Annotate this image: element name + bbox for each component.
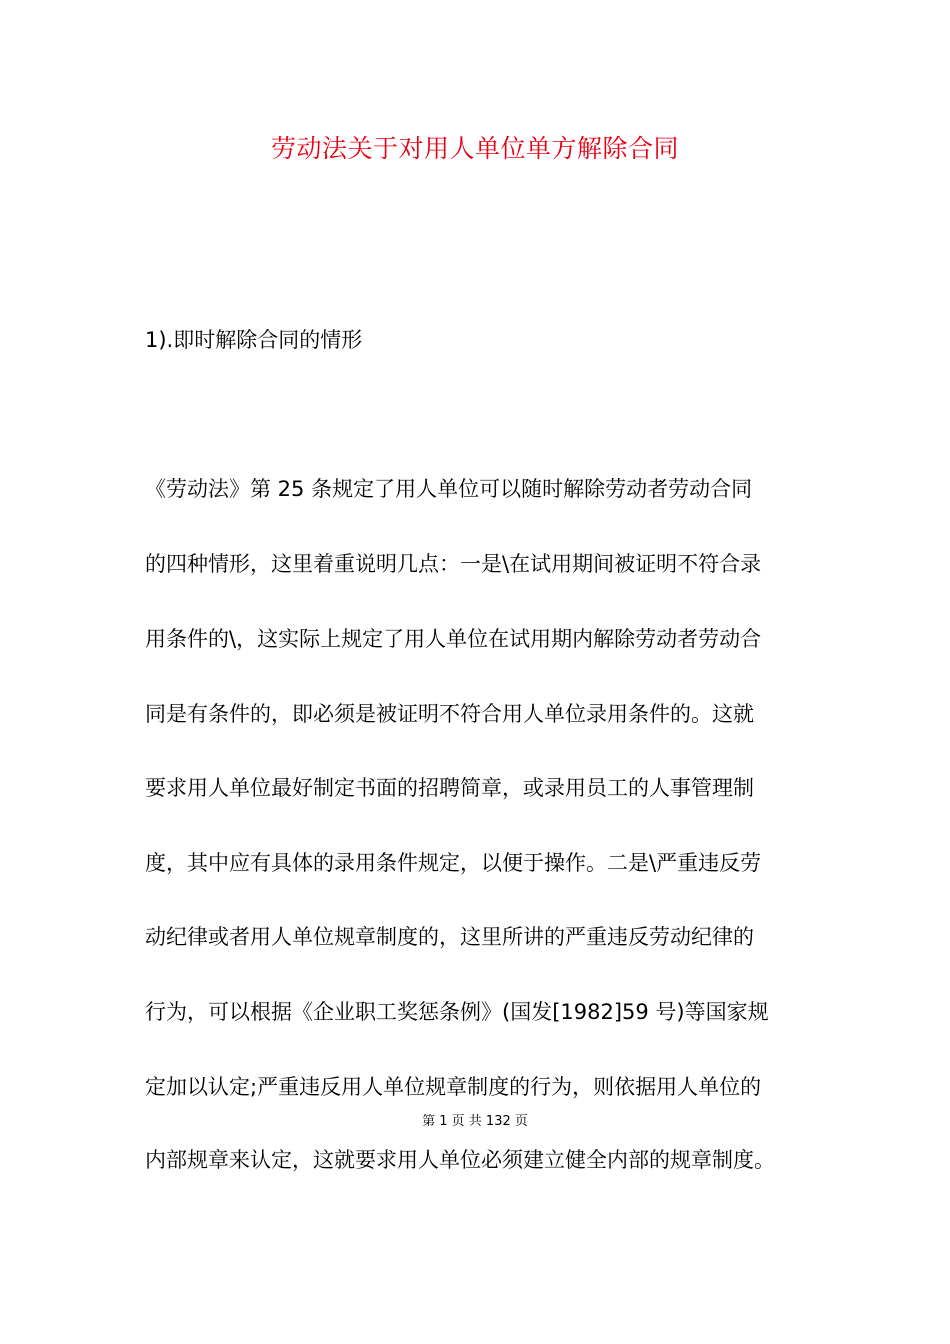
section-heading: 1).即时解除合同的情形 (145, 328, 363, 352)
paragraph-line: 定加以认定;严重违反用人单位规章制度的行为，则依据用人单位的 (145, 1075, 762, 1099)
paragraph-line: 度，其中应有具体的录用条件规定，以便于操作。二是\严重违反劳 (145, 851, 762, 875)
paragraph-line: 动纪律或者用人单位规章制度的，这里所讲的严重违反劳动纪律的 (145, 925, 754, 949)
paragraph-line: 行为，可以根据《企业职工奖惩条例》(国发[1982]59 号)等国家规 (145, 1000, 769, 1024)
paragraph-line: 内部规章来认定，这就要求用人单位必须建立健全内部的规章制度。 (145, 1148, 775, 1172)
paragraph-line: 同是有条件的，即必须是被证明不符合用人单位录用条件的。这就 (145, 702, 754, 726)
paragraph-line: 《劳动法》第 25 条规定了用人单位可以随时解除劳动者劳动合同 (145, 477, 753, 501)
paragraph-line: 用条件的\，这实际上规定了用人单位在试用期内解除劳动者劳动合 (145, 627, 762, 651)
paragraph-line: 的四种情形，这里着重说明几点：一是\在试用期间被证明不符合录 (145, 552, 762, 576)
page-footer: 第 1 页 共 132 页 (422, 1114, 528, 1129)
paragraph-line: 要求用人单位最好制定书面的招聘简章，或录用员工的人事管理制 (145, 776, 754, 800)
document-title: 劳动法关于对用人单位单方解除合同 (270, 134, 679, 163)
